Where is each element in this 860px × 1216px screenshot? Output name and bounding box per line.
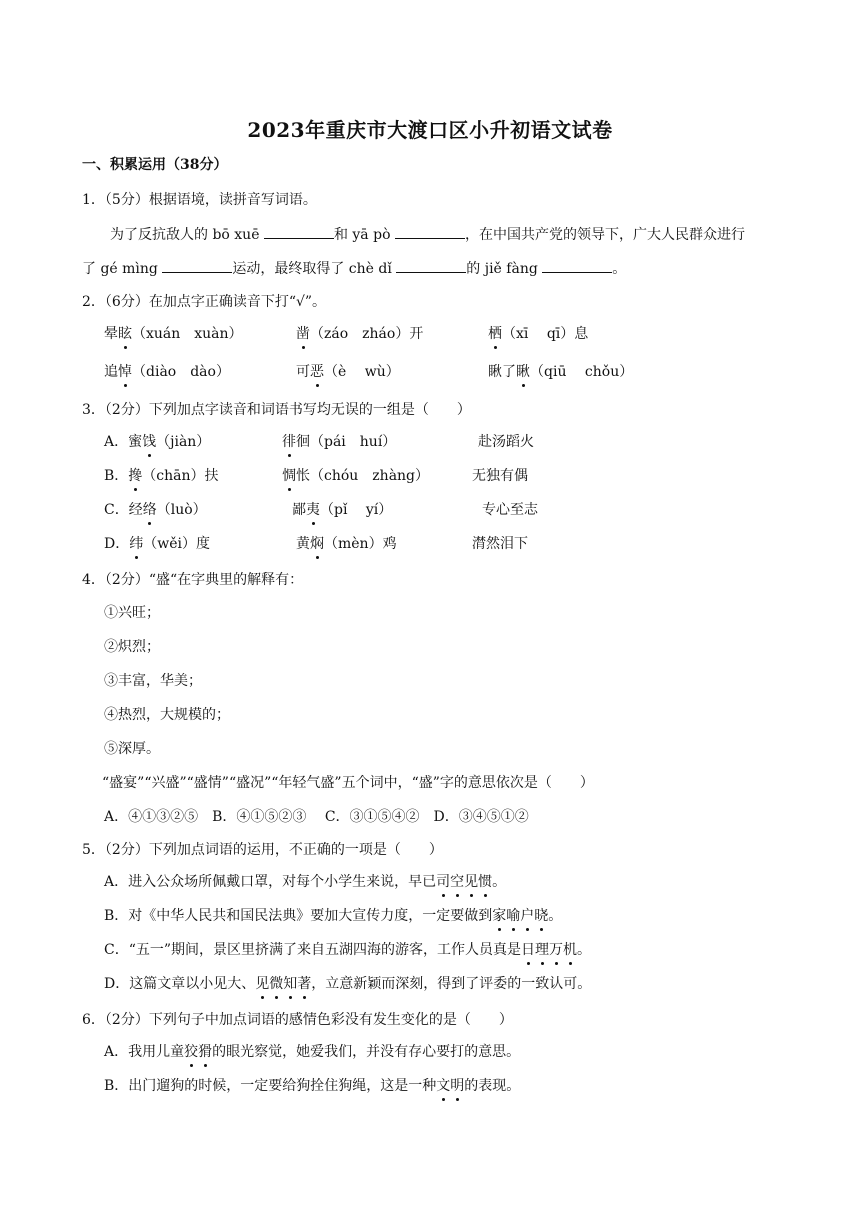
option-d[interactable] bbox=[104, 534, 210, 554]
option-text: 鄙 bbox=[292, 502, 306, 518]
option-label: A．蜜 bbox=[104, 434, 143, 450]
option-text: C．“五一”期间，景区里挤满了来自五湖四海的游客，工作人员真是 bbox=[104, 942, 522, 958]
option-text: （mèn）鸡 bbox=[324, 536, 397, 552]
dotted-char: 徘 bbox=[282, 434, 296, 450]
option-c[interactable] bbox=[104, 500, 207, 520]
option-text: 怅（chóu zhàng） bbox=[296, 468, 430, 484]
dotted-word bbox=[255, 976, 311, 992]
q2-item bbox=[296, 362, 400, 382]
option-a-col2 bbox=[282, 432, 396, 452]
question-6-heading: 6．（2分）下列句子中加点词语的感情色彩没有发生变化的是（ ） bbox=[82, 1012, 513, 1028]
dotted-char: 著 bbox=[297, 976, 312, 992]
q1-text: 。 bbox=[612, 261, 627, 277]
dotted-char: 搀 bbox=[128, 468, 143, 484]
option-b[interactable] bbox=[104, 1076, 520, 1096]
option-c-col2 bbox=[292, 500, 392, 520]
dotted-word bbox=[436, 874, 492, 890]
option-d-col3: 潸然泪下 bbox=[472, 536, 528, 552]
q1-text: 为了反抗敌人的 bō xuē bbox=[110, 227, 264, 243]
question-1-heading: 1．（5分）根据语境，读拼音写词语。 bbox=[82, 192, 317, 208]
option-c[interactable] bbox=[104, 940, 591, 960]
q1-text: 了 gé mìng bbox=[82, 261, 163, 277]
question-4-options[interactable]: A．④①③②⑤ B．④①⑤②③ C．③①⑤④② D．③④⑤①② bbox=[104, 809, 529, 825]
q2-reading: （xī qī）息 bbox=[502, 326, 589, 342]
option-text: 。 bbox=[548, 908, 563, 924]
answer-blank[interactable] bbox=[396, 258, 466, 273]
dotted-char: 恶 bbox=[310, 364, 324, 380]
dotted-char: 夷 bbox=[306, 502, 320, 518]
q2-item bbox=[104, 324, 243, 344]
option-d-col2 bbox=[296, 534, 397, 554]
option-text: 。 bbox=[577, 942, 592, 958]
question-4-heading: 4．（2分）“盛“在字典里的解释有： bbox=[82, 572, 304, 588]
option-text: ，立意新颖而深刻，得到了评委的一致认可。 bbox=[311, 976, 592, 992]
dotted-char: 明 bbox=[450, 1078, 465, 1094]
dotted-char: 日 bbox=[521, 942, 536, 958]
q1-text: 运动，最终取得了 chè dǐ bbox=[232, 261, 397, 277]
q2-reading: （záo zháo）开 bbox=[310, 326, 424, 342]
dotted-char: 微 bbox=[269, 976, 284, 992]
option-text: A．进入公众场所佩戴口罩，对每个小学生来说，早已 bbox=[104, 874, 437, 890]
option-label: D． bbox=[104, 536, 130, 552]
q2-item bbox=[488, 362, 633, 382]
option-text: （pǐ yí） bbox=[320, 502, 393, 518]
option-text: （chān）扶 bbox=[142, 468, 219, 484]
option-c-col3: 专心至志 bbox=[482, 502, 538, 518]
option-b[interactable] bbox=[104, 466, 219, 486]
q2-reading: （xuán xuàn） bbox=[132, 326, 243, 342]
question-1-line-2 bbox=[82, 258, 626, 279]
section-heading: 一、积累运用（38分） bbox=[82, 157, 228, 173]
dotted-char: 文 bbox=[436, 1078, 451, 1094]
q2-char: 晕 bbox=[104, 326, 118, 342]
question-5-heading: 5．（2分）下列加点词语的运用，不正确的一项是（ ） bbox=[82, 842, 443, 858]
option-text: 的眼光察觉，她爱我们，并没有存心要打的意思。 bbox=[212, 1044, 521, 1060]
meaning-item: ②炽烈； bbox=[104, 639, 160, 655]
option-text: 。 bbox=[492, 874, 507, 890]
q2-char: 追 bbox=[104, 364, 118, 380]
q1-text: 和 yā pò bbox=[333, 227, 395, 243]
dotted-word bbox=[492, 908, 548, 924]
answer-blank[interactable] bbox=[542, 258, 612, 273]
dotted-char: 凿 bbox=[296, 326, 310, 342]
question-3-heading: 3．（2分）下列加点字读音和词语书写均无误的一组是（ ） bbox=[82, 402, 471, 418]
dotted-char: 见 bbox=[255, 976, 270, 992]
option-text: 徊（pái huí） bbox=[296, 434, 397, 450]
q2-item bbox=[104, 362, 230, 382]
dotted-char: 络 bbox=[142, 502, 157, 518]
page-title: 2023年重庆市大渡口区小升初语文试卷 bbox=[247, 118, 613, 142]
q2-item bbox=[488, 324, 588, 344]
dotted-char: 栖 bbox=[488, 326, 502, 342]
dotted-char: 悼 bbox=[118, 364, 132, 380]
option-text: （luò） bbox=[156, 502, 207, 518]
dotted-char: 知 bbox=[283, 976, 298, 992]
dotted-char: 喻 bbox=[506, 908, 521, 924]
q2-reading: （è wù） bbox=[324, 364, 400, 380]
q2-char: 可 bbox=[296, 364, 310, 380]
dotted-char: 猾 bbox=[198, 1044, 213, 1060]
meaning-item: ⑤深厚。 bbox=[104, 741, 160, 757]
meaning-item: ④热烈，大规模的； bbox=[104, 707, 230, 723]
dotted-char: 司 bbox=[436, 874, 451, 890]
option-label: B． bbox=[104, 468, 129, 484]
option-text: （jiàn） bbox=[156, 434, 211, 450]
dotted-word bbox=[184, 1044, 212, 1060]
dotted-char: 眩 bbox=[118, 326, 132, 342]
dotted-char: 惆 bbox=[282, 468, 296, 484]
option-a[interactable] bbox=[104, 872, 506, 892]
q1-text: ，在中国共产党的领导下，广大人民群众进行 bbox=[464, 227, 745, 243]
question-2-heading: 2．（6分）在加点字正确读音下打“√”。 bbox=[82, 294, 327, 310]
question-4-prompt: “盛宴”“兴盛”“盛情”“盛况”“年轻气盛”五个词中，“盛”字的意思依次是（ ） bbox=[102, 775, 594, 791]
dotted-word bbox=[436, 1078, 464, 1094]
answer-blank[interactable] bbox=[162, 258, 232, 273]
dotted-char: 狡 bbox=[184, 1044, 199, 1060]
dotted-char: 晓 bbox=[534, 908, 549, 924]
q2-reading: （diào dào） bbox=[132, 364, 230, 380]
dotted-word bbox=[521, 942, 577, 958]
option-text: 黄 bbox=[296, 536, 310, 552]
q2-reading: （qiū chǒu） bbox=[530, 364, 634, 380]
answer-blank[interactable] bbox=[395, 224, 465, 239]
dotted-char: 理 bbox=[535, 942, 550, 958]
option-text: A．我用儿童 bbox=[104, 1044, 185, 1060]
dotted-char: 空 bbox=[450, 874, 465, 890]
option-text: D．这篇文章以小见大、 bbox=[104, 976, 256, 992]
option-a-col3: 赴汤蹈火 bbox=[478, 434, 534, 450]
option-b[interactable] bbox=[104, 906, 562, 926]
option-b-col2 bbox=[282, 466, 429, 486]
option-label: C．经 bbox=[104, 502, 143, 518]
option-a[interactable] bbox=[104, 432, 210, 452]
option-text: B．出门遛狗的时候，一定要给狗拴住狗绳，这是一种 bbox=[104, 1078, 437, 1094]
q2-item bbox=[296, 324, 423, 344]
question-1-line-1 bbox=[110, 224, 745, 245]
answer-blank[interactable] bbox=[264, 224, 334, 239]
dotted-char: 饯 bbox=[142, 434, 157, 450]
option-text: B．对《中华人民共和国民法典》要加大宣传力度，一定要做到 bbox=[104, 908, 493, 924]
dotted-char: 纬 bbox=[129, 536, 144, 552]
dotted-char: 户 bbox=[520, 908, 535, 924]
dotted-char: 瞅 bbox=[516, 364, 530, 380]
dotted-char: 见 bbox=[464, 874, 479, 890]
q2-char: 瞅了 bbox=[488, 364, 516, 380]
option-b-col3: 无独有偶 bbox=[472, 468, 528, 484]
dotted-char: 惯 bbox=[478, 874, 493, 890]
q1-text: 的 jiě fàng bbox=[466, 261, 543, 277]
option-d[interactable] bbox=[104, 974, 591, 994]
dotted-char: 机 bbox=[563, 942, 578, 958]
dotted-char: 焖 bbox=[310, 536, 324, 552]
meaning-item: ③丰富，华美； bbox=[104, 673, 202, 689]
dotted-char: 家 bbox=[492, 908, 507, 924]
meaning-item: ①兴旺； bbox=[104, 605, 160, 621]
dotted-char: 万 bbox=[549, 942, 564, 958]
option-text: （wěi）度 bbox=[143, 536, 210, 552]
option-a[interactable] bbox=[104, 1042, 520, 1062]
option-text: 的表现。 bbox=[464, 1078, 521, 1094]
